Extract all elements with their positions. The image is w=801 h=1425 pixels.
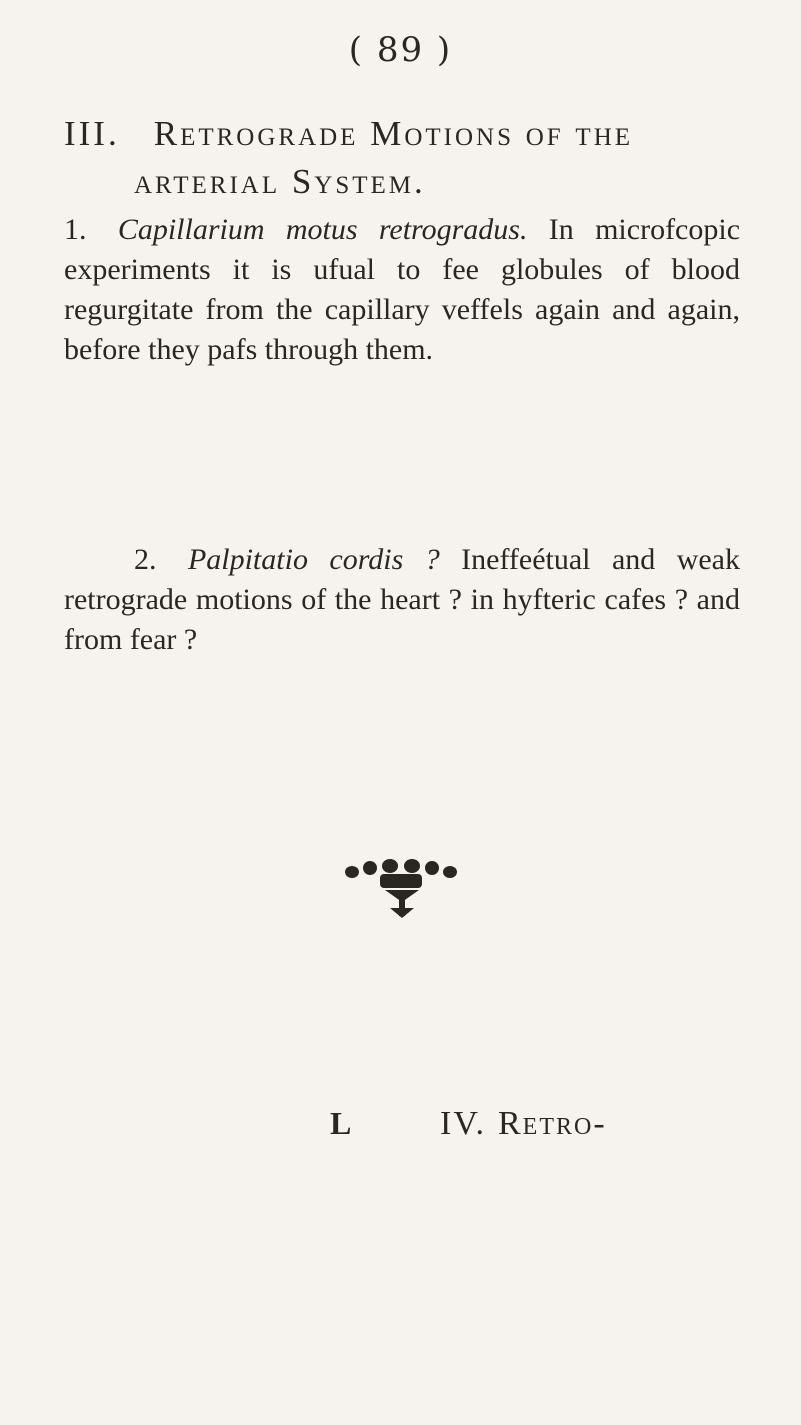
paragraph-body: Ineffeétual and weak retrograde motions of the heart ? in hyfteric cafes ? and from fear ? [64, 543, 740, 656]
heading-text-1: Retrograde Motions of the [153, 114, 634, 153]
section-heading [64, 110, 764, 206]
heading-line-2: arterial System. [134, 162, 426, 201]
paragraph-body: In microfcopic experiments it is ufual to fee globules of blood regurgitate from the capillary veffels again and again, before they pafs through them. [64, 213, 741, 366]
catchword-text: Retro- [498, 1105, 607, 1142]
printer-ornament-icon [340, 852, 464, 922]
paragraph-latin-title: Capillarium motus retrogradus. [117, 213, 528, 246]
paragraph-1 [64, 210, 740, 370]
paragraph-number: 1. [64, 213, 87, 246]
paragraph-number: 2. [134, 543, 157, 576]
catchword [440, 1105, 607, 1143]
page-number: ( 89 ) [348, 30, 453, 70]
heading-line-1 [64, 110, 764, 158]
paragraph-latin-title: Palpitatio cordis ? [187, 543, 440, 576]
section-numeral: III. [64, 114, 120, 153]
paragraph-2 [64, 540, 740, 660]
signature-mark: L [330, 1105, 352, 1141]
catchword-numeral: IV. [440, 1105, 486, 1142]
